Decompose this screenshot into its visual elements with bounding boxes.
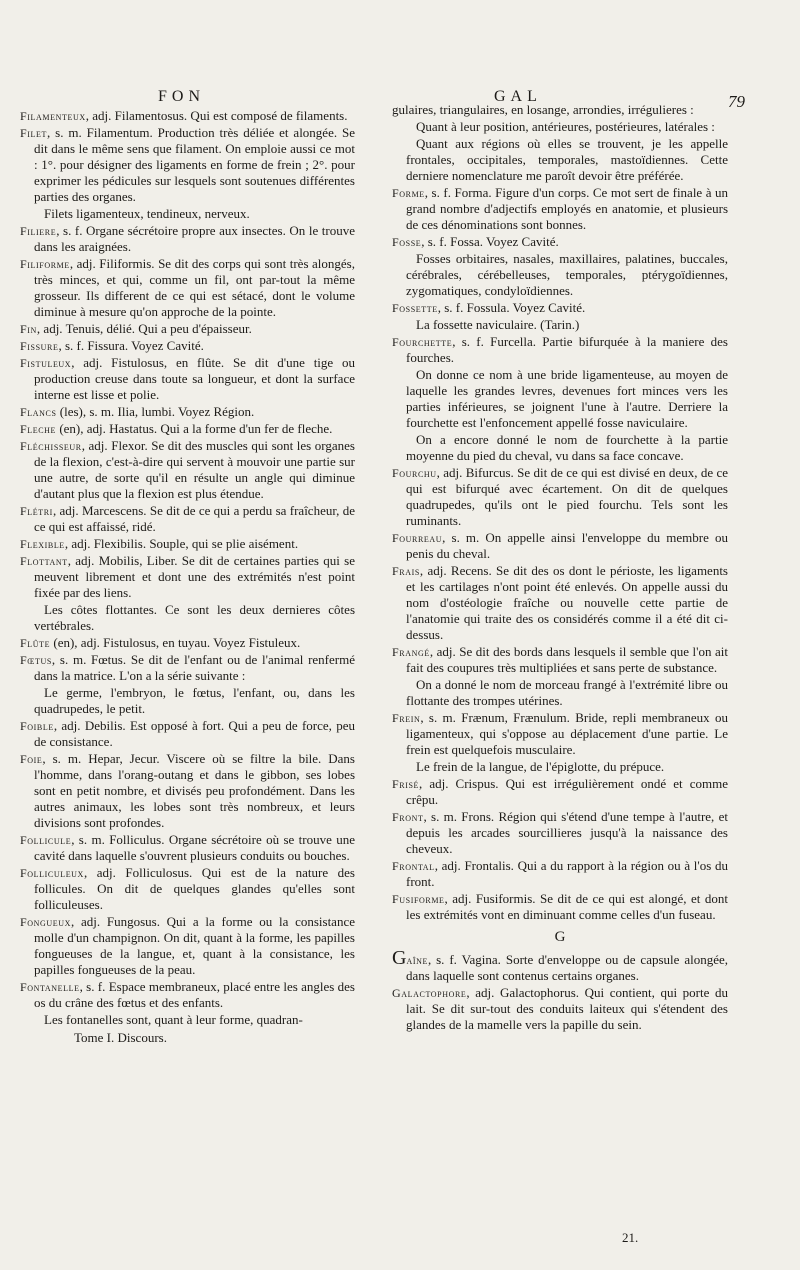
definition-text: On a encore donné le nom de fourchette à la partie moyenne du pied du cheval, vu dans sa face concave. xyxy=(406,432,728,463)
definition-text: , adj. Fusiformis. Se dit de ce qui est alongé, et dont les extrémités vont en diminuant comme celles d'un fuseau. xyxy=(406,891,728,922)
definition-text: , adj. Marcescens. Se dit de ce qui a perdu sa fraîcheur, de ce qui est affaissé, ridé. xyxy=(34,503,355,534)
definition-text: , s. m. Frons. Région qui s'étend d'une tempe à l'autre, et depuis les arcades sourcillieres jusqu'à la naissance des cheveux. xyxy=(406,809,728,856)
headword: Folliculeux xyxy=(20,866,84,880)
entry-continuation xyxy=(392,677,728,709)
headword xyxy=(392,947,428,969)
dictionary-entry xyxy=(20,404,355,420)
headword: Frontal xyxy=(392,859,435,873)
definition-text: Fosses orbitaires, nasales, maxillaires, palatines, buccales, cérébrales, cérébelleuses, temporales, ptérygoïdiennes, zygomatiques, condyloïdiennes. xyxy=(406,251,728,298)
definition-text: Quant à leur position, antérieures, postérieures, latérales : xyxy=(416,119,715,134)
definition-text: , s. m. Fœtus. Se dit de l'enfant ou de l'animal renfermé dans la matrice. L'on a la série suivante : xyxy=(34,652,355,683)
definition-text: gulaires, triangulaires, en losange, arrondies, irrégulieres : xyxy=(392,102,694,117)
running-head-right: GAL xyxy=(494,88,542,105)
definition-text: , s. f. Fossula. Voyez Cavité. xyxy=(437,300,586,315)
dictionary-entry xyxy=(20,751,355,831)
definition-text: , adj. Tenuis, délié. Qui a peu d'épaisseur. xyxy=(36,321,252,336)
initial-letter: G xyxy=(392,947,407,969)
headword: Fin xyxy=(20,322,37,336)
dictionary-entry xyxy=(20,635,355,651)
headword: Front xyxy=(392,810,424,824)
headword: Fusiforme xyxy=(392,892,445,906)
definition-text: , adj. Fistulosus, en flûte. Se dit d'une tige ou production creuse dans toute sa longueur, et dont la surface interne est lisse et polie. xyxy=(34,355,355,402)
definition-text: On donne ce nom à une bride ligamenteuse, au moyen de laquelle les grandes levres, devenues fort minces vers les parties inférieures, se joignent l'une à l'autre. Derriere la fourchette est l'enfoncement appellé fosse naviculaire. xyxy=(406,367,728,430)
dictionary-entry xyxy=(392,891,728,923)
headword: Foie xyxy=(20,752,43,766)
dictionary-entry xyxy=(20,652,355,684)
dictionary-entry xyxy=(392,947,728,984)
headword: Fleche xyxy=(20,422,57,436)
headword: Fongueux xyxy=(20,915,72,929)
definition-text: , adj. Se dit des bords dans lesquels il semble que l'on ait fait des coupures très multipliées et sans perte de substance. xyxy=(406,644,728,675)
entry-continuation xyxy=(392,367,728,431)
definition-text: On a donné le nom de morceau frangé à l'extrémité libre ou flottante des trompes utérines. xyxy=(406,677,728,708)
left-column xyxy=(20,108,355,1047)
definition-text: (en), adj. Fistulosus, en tuyau. Voyez Fistuleux. xyxy=(50,635,301,650)
headword: Fourchette xyxy=(392,335,453,349)
definition-text: , s. f. Furcella. Partie bifurquée à la maniere des fourches. xyxy=(406,334,728,365)
definition-text: , s. f. Organe sécrétoire propre aux insectes. On le trouve dans les araignées. xyxy=(34,223,355,254)
dictionary-entry xyxy=(20,125,355,205)
dictionary-entry xyxy=(20,979,355,1011)
headword: Galactophore xyxy=(392,986,467,1000)
dictionary-entry xyxy=(20,503,355,535)
headword: Flottant xyxy=(20,554,68,568)
dictionary-entry xyxy=(392,858,728,890)
entry-continuation xyxy=(20,206,355,222)
definition-text: , s. m. Filamentum. Production très déliée et alongée. Se dit dans le même sens que filament. On emploie aussi ce mot : 1°. pour désigner des ligaments en forme de frein ; 2°. pour exprimer les pédicules sur lesquels sont soutenues différentes parties des organes. xyxy=(34,125,355,204)
definition-text: , adj. Galactophorus. Qui contient, qui porte du lait. Se dit sur-tout des conduits laiteux qui s'étendent des glandes de la mamelle vers la papille du sein. xyxy=(406,985,728,1032)
dictionary-entry xyxy=(392,710,728,758)
dictionary-entry xyxy=(20,832,355,864)
dictionary-entry xyxy=(20,338,355,354)
definition-text: Quant aux régions où elles se trouvent, je les appelle frontales, occipitales, temporales, mastoïdiennes. Cette derniere nomenclature me paroît devoir être préférée. xyxy=(406,136,728,183)
headword: Flexible xyxy=(20,537,65,551)
section-letter: G xyxy=(554,929,566,945)
headword: Follicule xyxy=(20,833,72,847)
entry-continuation xyxy=(20,602,355,634)
right-column xyxy=(392,102,728,1034)
headword: Fourchu xyxy=(392,466,437,480)
definition-text: , adj. Flexibilis. Souple, qui se plie aisément. xyxy=(64,536,299,551)
headword: Fléchisseur xyxy=(20,439,82,453)
definition-text: La fossette naviculaire. (Tarin.) xyxy=(416,317,580,332)
entry-continuation xyxy=(392,102,728,118)
entry-continuation xyxy=(392,136,728,184)
dictionary-entry xyxy=(20,321,355,337)
dictionary-entry xyxy=(392,334,728,366)
dictionary-entry xyxy=(20,553,355,601)
dictionary-entry xyxy=(20,223,355,255)
dictionary-entry xyxy=(392,465,728,529)
dictionary-entry xyxy=(20,914,355,978)
headword: Frais xyxy=(392,564,420,578)
dictionary-entry xyxy=(392,234,728,250)
dictionary-entry xyxy=(392,185,728,233)
definition-text: , s. f. Fissura. Voyez Cavité. xyxy=(58,338,204,353)
definition-text: , adj. Debilis. Est opposé à fort. Qui a peu de force, peu de consistance. xyxy=(34,718,355,749)
headword: Filiere xyxy=(20,224,57,238)
dictionary-entry xyxy=(20,355,355,403)
dictionary-entry xyxy=(392,809,728,857)
definition-text: Le frein de la langue, de l'épiglotte, du prépuce. xyxy=(416,759,665,774)
definition-text: Filets ligamenteux, tendineux, nerveux. xyxy=(44,206,250,221)
definition-text: , adj. Frontalis. Qui a du rapport à la région ou à l'os du front. xyxy=(406,858,728,889)
headword: Frangé xyxy=(392,645,430,659)
definition-text: Les fontanelles sont, quant à leur forme, quadran- xyxy=(44,1012,303,1027)
definition-text: , adj. Flexor. Se dit des muscles qui sont les organes de la flexion, c'est-à-dire qui servent à mouvoir une partie sur une autre, de sorte qu'il en résulte un angle qui diminue d'autant plus que la flexion est plus étendue. xyxy=(34,438,355,501)
dictionary-entry xyxy=(20,108,355,124)
volume-footer: Tome I. Discours. xyxy=(74,1030,167,1045)
running-head-left: FON xyxy=(158,88,206,105)
definition-text: , adj. Mobilis, Liber. Se dit de certaines parties qui se meuvent librement et dont une des extrémités n'est point fixée par des liens. xyxy=(34,553,355,600)
definition-text: , adj. Filiformis. Se dit des corps qui sont très alongés, très minces, et qui, comme un fil, ont par-tout la même grosseur. Ils different de ce qui est sétacé, dont le volume diminue à mesure qu'on approche de la pointe. xyxy=(34,256,355,319)
definition-text: (en), adj. Hastatus. Qui a la forme d'un fer de fleche. xyxy=(56,421,333,436)
definition-text: , adj. Recens. Se dit des os dont le périoste, les ligaments et les cartilages n'ont point été enlevés. On appelle aussi du nom d'ostéologie fraîche ou nouvelle cette partie de l'anatomie qui traite des os considérés comme il a été dit ci-dessus. xyxy=(406,563,728,642)
dictionary-entry xyxy=(20,421,355,437)
definition-text: , s. m. Folliculus. Organe sécrétoire où se trouve une cavité dans laquelle s'ouvrent plusieurs conduits ou bouches. xyxy=(34,832,355,863)
headword: Frein xyxy=(392,711,421,725)
entry-continuation xyxy=(392,432,728,464)
definition-text: , adj. Crispus. Qui est irrégulièrement ondé et comme crêpu. xyxy=(406,776,728,807)
definition-text: , adj. Bifurcus. Se dit de ce qui est divisé en deux, de ce qui est bifurqué avec écartement. On dit de quelques quadrupedes, qu'ils ont le pied fourchu. Tels sont les ruminants. xyxy=(406,465,728,528)
entry-continuation xyxy=(392,119,728,135)
definition-text: , s. f. Forma. Figure d'un corps. Ce mot sert de finale à un grand nombre d'adjectifs employés en anatomie, et plusieurs de ces dénominations sont bonnes. xyxy=(406,185,728,232)
headword: Fœtus xyxy=(20,653,52,667)
definition-text: , s. m. Hepar, Jecur. Viscere où se filtre la bile. Dans l'homme, dans l'orang-outang et dans le gibbon, ses lobes sont en petit nombre, et divisés peu profondément. Dans les autres animaux, les lobes sont très nombreux, et leurs divisions sont profondes. xyxy=(34,751,355,830)
dictionary-entry xyxy=(392,300,728,316)
headword: Flancs xyxy=(20,405,57,419)
dictionary-entry xyxy=(20,865,355,913)
headword: Fistuleux xyxy=(20,356,72,370)
definition-text: Les côtes flottantes. Ce sont les deux dernieres côtes vertébrales. xyxy=(34,602,355,633)
headword: Filiforme xyxy=(20,257,70,271)
dictionary-entry xyxy=(392,563,728,643)
headword: Fourreau xyxy=(392,531,443,545)
dictionary-entry xyxy=(20,256,355,320)
headword: Flétri xyxy=(20,504,53,518)
definition-text: (les), s. m. Ilia, lumbi. Voyez Région. xyxy=(56,404,255,419)
dictionary-entry xyxy=(392,776,728,808)
entry-continuation xyxy=(392,317,728,333)
definition-text: , adj. Filamentosus. Qui est composé de filaments. xyxy=(85,108,348,123)
dictionary-entry xyxy=(20,718,355,750)
definition-text: , s. m. On appelle ainsi l'enveloppe du membre ou penis du cheval. xyxy=(406,530,728,561)
definition-text: , s. f. Fossa. Voyez Cavité. xyxy=(421,234,559,249)
definition-text: , s. f. Vagina. Sorte d'enveloppe ou de capsule alongée, dans laquelle sont contenus certains organes. xyxy=(406,952,728,983)
headword: Fosse xyxy=(392,235,422,249)
definition-text: , s. m. Frænum, Frænulum. Bride, repli membraneux ou ligamenteux, qui s'oppose au déplacement d'une partie. Le frein est quelquefois musculaire. xyxy=(406,710,728,757)
headword: Fossette xyxy=(392,301,438,315)
headword: Filamenteux xyxy=(20,109,86,123)
definition-text: Le germe, l'embryon, le fœtus, l'enfant, ou, dans les quadrupedes, le petit. xyxy=(34,685,355,716)
definition-text: , adj. Folliculosus. Qui est de la nature des follicules. On dit de quelques glandes qu'elles sont folliculeuses. xyxy=(34,865,355,912)
headword: Fontanelle xyxy=(20,980,80,994)
headword: Forme xyxy=(392,186,425,200)
headword: Flûte xyxy=(20,636,51,650)
definition-text: , s. f. Espace membraneux, placé entre les angles des os du crâne des fœtus et des enfants. xyxy=(34,979,355,1010)
headword: Frisé xyxy=(392,777,420,791)
headword: Fissure xyxy=(20,339,59,353)
headword: Foible xyxy=(20,719,54,733)
entry-continuation xyxy=(20,1012,355,1028)
headword-rest: aîne xyxy=(406,953,428,967)
signature-mark: 21. xyxy=(622,1230,639,1245)
definition-text: , adj. Fungosus. Qui a la forme ou la consistance molle d'un champignon. On dit, quant à la forme, les papilles fongueuses de la langue, et, quant à la consistance, les papilles fongueuses de la peau. xyxy=(34,914,355,977)
entry-continuation xyxy=(392,759,728,775)
entry-continuation xyxy=(392,251,728,299)
dictionary-entry xyxy=(392,644,728,676)
entry-continuation xyxy=(20,685,355,717)
dictionary-entry xyxy=(20,438,355,502)
dictionary-entry xyxy=(392,985,728,1033)
dictionary-entry xyxy=(20,536,355,552)
page-number: 79 xyxy=(728,92,745,111)
headword: Filet xyxy=(20,126,47,140)
dictionary-entry xyxy=(392,530,728,562)
